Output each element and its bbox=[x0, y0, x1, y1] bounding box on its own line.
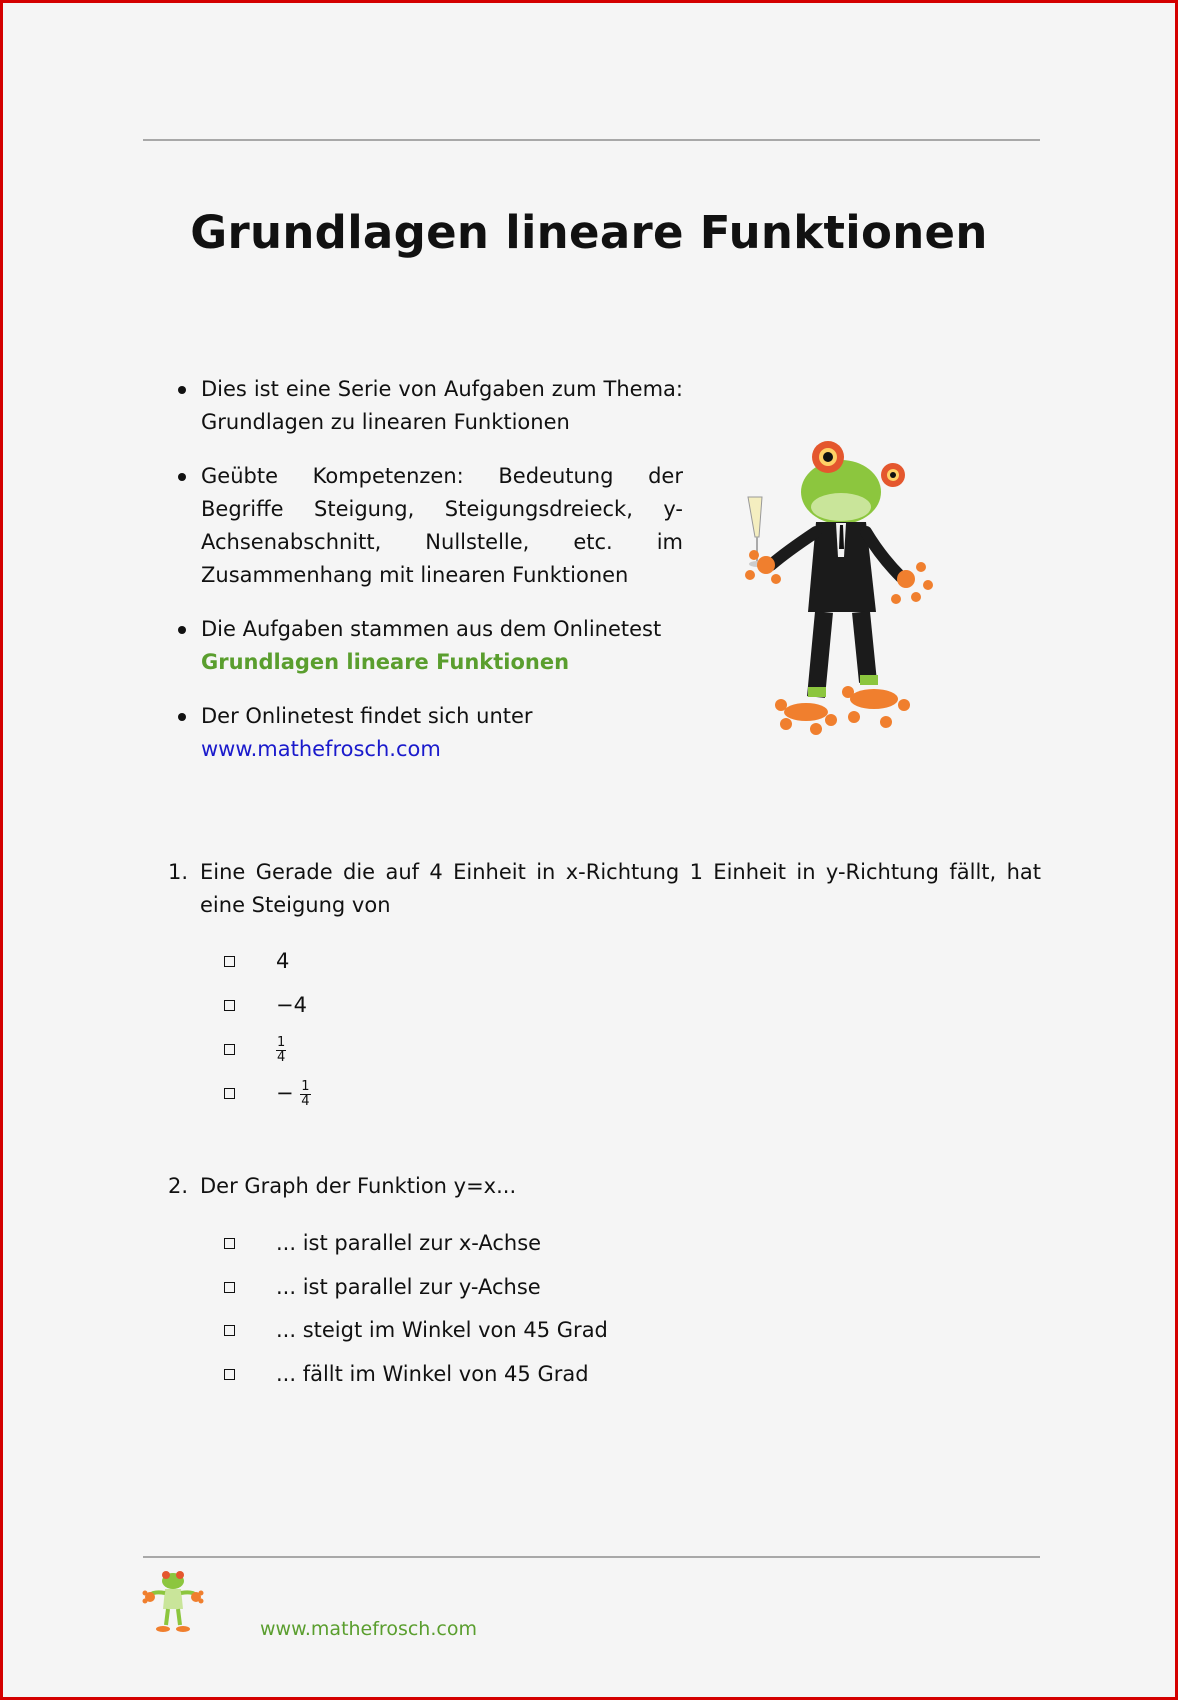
fraction-numerator: 1 bbox=[301, 1078, 310, 1094]
fraction bbox=[276, 1036, 286, 1065]
intro-bullet-text: Geübte Kompetenzen: Bedeutung der Begriffe Steigung, Steigungsdreieck, y-Achsenabschnitt, Nullstelle, etc. im Zusammenhang mit linearen Funktionen bbox=[201, 464, 683, 587]
frog-mascot-icon bbox=[142, 1567, 204, 1635]
answer-label bbox=[276, 1078, 311, 1109]
fraction-denominator: 4 bbox=[277, 1049, 286, 1065]
intro-list bbox=[178, 373, 683, 787]
checkbox-empty-icon[interactable] bbox=[224, 1088, 235, 1099]
question-text: Der Graph der Funktion y=x... bbox=[200, 1174, 517, 1198]
page-title: Grundlagen lineare Funktionen bbox=[190, 206, 988, 259]
answer-label: ... ist parallel zur y-Achse bbox=[276, 1274, 541, 1299]
minus-sign: − bbox=[276, 1081, 294, 1105]
checkbox-empty-icon[interactable] bbox=[224, 1325, 235, 1336]
checkbox-empty-icon[interactable] bbox=[224, 1369, 235, 1380]
list-item bbox=[178, 700, 683, 766]
fraction-numerator: 1 bbox=[277, 1034, 286, 1050]
question-number: 1. bbox=[168, 860, 189, 884]
answer-label: −4 bbox=[276, 993, 307, 1017]
answer-label: 4 bbox=[276, 949, 290, 973]
bullet-icon bbox=[178, 713, 186, 721]
answer-label: ... fällt im Winkel von 45 Grad bbox=[276, 1361, 589, 1386]
checkbox-empty-icon[interactable] bbox=[224, 1238, 235, 1249]
list-item bbox=[178, 460, 683, 592]
header-rule bbox=[143, 139, 1040, 141]
bullet-icon bbox=[178, 473, 186, 481]
checkbox-empty-icon[interactable] bbox=[224, 1044, 235, 1055]
question-text: Eine Gerade die auf 4 Einheit in x-Richtung 1 Einheit in y-Richtung fällt, hat eine Steigung von bbox=[200, 860, 1041, 917]
intro-bullet-text: Der Onlinetest findet sich unter bbox=[201, 704, 533, 728]
question-number: 2. bbox=[168, 1174, 189, 1198]
onlinetest-link[interactable]: Grundlagen lineare Funktionen bbox=[201, 650, 570, 674]
intro-bullet-text: Die Aufgaben stammen aus dem Onlinetest bbox=[201, 617, 662, 641]
answer-label: ... ist parallel zur x-Achse bbox=[276, 1231, 542, 1255]
question-1 bbox=[168, 856, 1041, 922]
intro-bullet-text: Dies ist eine Serie von Aufgaben zum Thema: Grundlagen zu linearen Funktionen bbox=[201, 377, 683, 434]
checkbox-empty-icon[interactable] bbox=[224, 1282, 235, 1293]
footer-rule bbox=[143, 1556, 1040, 1558]
fraction-denominator: 4 bbox=[301, 1093, 310, 1109]
list-item bbox=[178, 373, 683, 439]
website-link[interactable]: www.mathefrosch.com bbox=[201, 737, 441, 761]
checkbox-empty-icon[interactable] bbox=[224, 956, 235, 967]
question-2 bbox=[168, 1170, 1041, 1203]
fraction bbox=[300, 1080, 310, 1109]
bullet-icon bbox=[178, 386, 186, 394]
footer-url[interactable]: www.mathefrosch.com bbox=[260, 1618, 477, 1640]
list-item bbox=[178, 613, 683, 679]
checkbox-empty-icon[interactable] bbox=[224, 1000, 235, 1011]
frog-mascot-icon bbox=[736, 437, 956, 742]
bullet-icon bbox=[178, 626, 186, 634]
answer-label: ... steigt im Winkel von 45 Grad bbox=[276, 1318, 608, 1342]
answer-label bbox=[276, 1034, 286, 1065]
